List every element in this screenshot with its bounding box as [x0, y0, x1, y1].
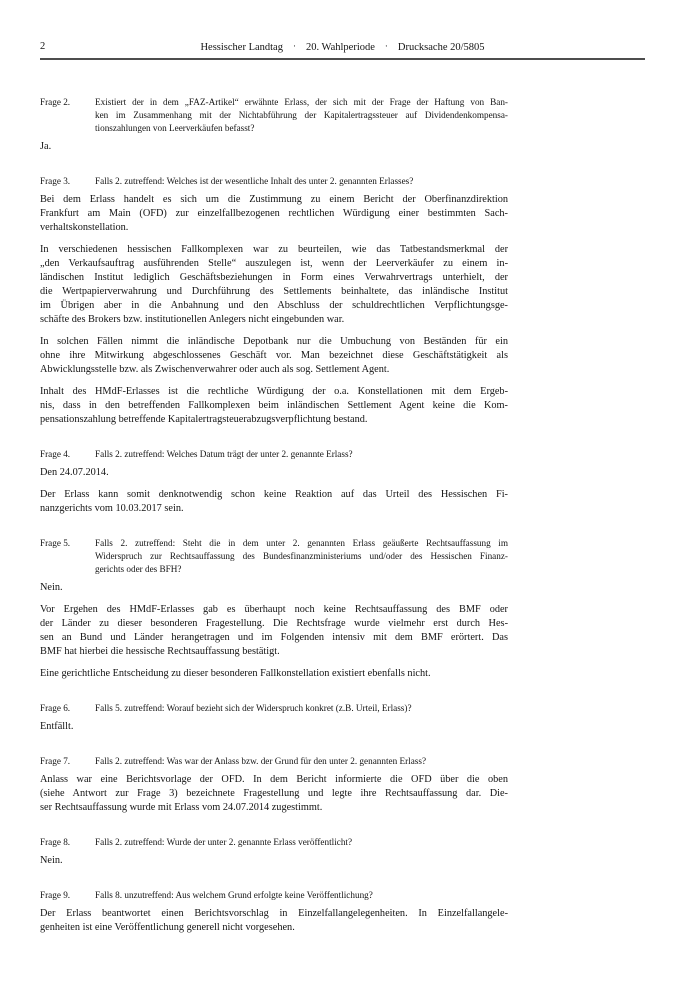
frage-question	[95, 836, 508, 849]
frage-question	[95, 702, 508, 715]
frage-row	[40, 175, 508, 188]
answer-line: die Wertpapierverwahrung und Durchführung des Settlements beinhaltete, das inländische Institut	[40, 286, 508, 297]
frage-question	[95, 175, 508, 188]
answer-line: ohne ihre Mitwirkung abgeschlossenes Geschäft vor. Man bezeichnet diese Geschäftstätigkeit als	[40, 350, 508, 361]
answer-line: Frankfurt am Main (OFD) zur einzelfallbezogenen rechtlichen Würdigung einer bestimmten Sach-	[40, 208, 508, 219]
question-line: Falls 2. zutreffend: Wurde der unter 2. genannte Erlass veröffentlicht?	[95, 837, 353, 847]
frage-label: Frage 9.	[40, 890, 71, 900]
qa-block	[40, 96, 508, 154]
answer-line: Eine gerichtliche Entscheidung zu dieser besonderen Fallkonstellation existiert ebenfalls nicht.	[40, 668, 431, 679]
header-part-institution: Hessischer Landtag	[200, 42, 283, 53]
question-line: Falls 5. zutreffend: Worauf bezieht sich der Widerspruch konkret (z.B. Urteil, Erlass)?	[95, 703, 412, 713]
answer-line: pensationszahlung betreffende Kapitalertragsteuerabzugsverpflichtung bestand.	[40, 414, 368, 425]
answer-line: im Übrigen aber in die Anbahnung und den Abschluss der schuldrechtlichen Verpflichtungsge-	[40, 300, 508, 311]
answer-line: (siehe Antwort zur Frage 3) bezeichnete Fragestellung und legte ihre Rechtsauffassung dar. Die-	[40, 788, 508, 799]
qa-block	[40, 702, 508, 734]
answer-paragraph	[40, 335, 508, 377]
answer-line: Nein.	[40, 855, 63, 866]
frage-row	[40, 755, 508, 768]
page-number: 2	[40, 41, 46, 52]
qa-list	[40, 96, 508, 935]
question-line: Falls 2. zutreffend: Welches Datum trägt der unter 2. genannte Erlass?	[95, 449, 353, 459]
frage-label: Frage 3.	[40, 176, 71, 186]
frage-row	[40, 96, 508, 135]
answer-line: ländischen Institut lediglich Geschäftsbeziehungen in Form eines Verwahrvertrags unterhielt, der	[40, 272, 508, 283]
frage-question	[95, 889, 508, 902]
question-line: gerichts oder des BFH?	[95, 564, 182, 574]
frage-row	[40, 448, 508, 461]
question-line: ken im Zusammenhang mit der Nichtabführung der Kapitalertragssteuer auf Dividendenkompensa-	[95, 110, 508, 120]
header-part-period: 20. Wahlperiode	[305, 42, 375, 53]
qa-block	[40, 175, 508, 427]
frage-question	[95, 537, 508, 576]
frage-label: Frage 6.	[40, 703, 71, 713]
answer-line: nis, dass in den betreffenden Fallkomplexen beim inländischen Settlement Agent keine die Kom-	[40, 400, 508, 411]
question-line: Widerspruch zur Rechtsauffassung des Bundesfinanzministeriums und/oder des Hessischen Finanz-	[95, 551, 508, 561]
answer-paragraph	[40, 385, 508, 427]
answer-line: Entfällt.	[40, 721, 74, 732]
question-line: Falls 8. unzutreffend: Aus welchem Grund erfolgte keine Veröffentlichung?	[95, 890, 373, 900]
answer-line: In solchen Fällen nimmt die inländische Depotbank nur die Umbuchung von Beständen für ein	[40, 336, 508, 347]
answer-line: Der Erlass kann somit denknotwendig schon keine Reaktion auf das Urteil des Hessischen Fi-	[40, 489, 508, 500]
answer-paragraph	[40, 720, 508, 734]
answer-line: Den 24.07.2014.	[40, 467, 109, 478]
frage-label: Frage 5.	[40, 538, 71, 548]
header-part-drucksache: Drucksache 20/5805	[397, 42, 485, 53]
frage-question	[95, 96, 508, 135]
frage-row	[40, 702, 508, 715]
answer-line: Vor Ergehen des HMdF-Erlasses gab es überhaupt noch keine Rechtsauffassung des BMF oder	[40, 604, 508, 615]
qa-block	[40, 448, 508, 516]
answer-paragraph	[40, 193, 508, 235]
header-title	[40, 40, 645, 54]
separator-dot: ·	[292, 41, 296, 51]
frage-label: Frage 7.	[40, 756, 71, 766]
answer-paragraph	[40, 907, 508, 935]
answer-line: „den Verkaufsauftrag ausführenden Stelle“ auszulegen ist, wenn der Leerverkäufer zu einem in-	[40, 258, 508, 269]
answer-line: Inhalt des HMdF-Erlasses ist die rechtliche Würdigung der o.a. Konstellationen mit dem Ergeb-	[40, 386, 508, 397]
answer-paragraph	[40, 140, 508, 154]
qa-block	[40, 889, 508, 935]
answer-paragraph	[40, 488, 508, 516]
answer-line: Der Erlass beantwortet einen Berichtsvorschlag in Einzelfallangelegenheiten. In Einzelfallangele-	[40, 908, 508, 919]
qa-block	[40, 537, 508, 681]
answer-line: schäfte des Brokers bzw. institutionellen Anlegers nicht eingebunden war.	[40, 314, 345, 325]
separator-dot: ·	[384, 41, 388, 51]
answer-line: Ja.	[40, 141, 52, 152]
answer-paragraph	[40, 243, 508, 327]
answer-line: der Länder zu dieser besonderen Fragestellung. Die Rechtsfrage wurde vielmehr erst durch Hes-	[40, 618, 508, 629]
qa-block	[40, 755, 508, 815]
answer-paragraph	[40, 667, 508, 681]
answer-line: ser Rechtsauffassung wurde mit Erlass vom 24.07.2014 zugestimmt.	[40, 802, 323, 813]
answer-line: Bei dem Erlass handelt es sich um die Zustimmung zu einem Bericht der Oberfinanzdirektion	[40, 194, 508, 205]
answer-line: In verschiedenen hessischen Fallkomplexen war zu beurteilen, wie das Tatbestandsmerkmal der	[40, 244, 508, 255]
answer-line: Abwicklungsstelle bzw. als Zwischenverwahrer oder auch als sog. Settlement Agent.	[40, 364, 390, 375]
header-rule	[40, 58, 645, 60]
question-line: tionszahlungen von Leerverkäufen befasst?	[95, 123, 255, 133]
frage-label: Frage 8.	[40, 837, 71, 847]
answer-line: Nein.	[40, 582, 63, 593]
answer-line: BMF hat hierbei die hessische Rechtsauffassung bestätigt.	[40, 646, 280, 657]
answer-paragraph	[40, 466, 508, 480]
answer-line: genheiten ist eine Veröffentlichung generell nicht vorgesehen.	[40, 922, 295, 933]
document-header	[40, 40, 645, 60]
answer-line: nanzgerichts vom 10.03.2017 sein.	[40, 503, 184, 514]
frage-row	[40, 836, 508, 849]
header-row	[40, 40, 645, 54]
answer-paragraph	[40, 581, 508, 595]
answer-paragraph	[40, 854, 508, 868]
question-line: Existiert der in dem „FAZ-Artikel“ erwähnte Erlass, der sich mit der Frage der Haftung von Ban-	[95, 97, 508, 107]
answer-paragraph	[40, 773, 508, 815]
question-line: Falls 2. zutreffend: Welches ist der wesentliche Inhalt des unter 2. genannten Erlasses?	[95, 176, 414, 186]
question-line: Falls 2. zutreffend: Was war der Anlass bzw. der Grund für den unter 2. genannten Erlass?	[95, 756, 427, 766]
answer-line: Anlass war eine Berichtsvorlage der OFD. In dem Bericht informierte die OFD über die oben	[40, 774, 508, 785]
qa-block	[40, 836, 508, 868]
frage-label: Frage 4.	[40, 449, 71, 459]
question-line: Falls 2. zutreffend: Steht die in dem unter 2. genannten Erlass geäußerte Rechtsauffassung im	[95, 538, 508, 548]
frage-label: Frage 2.	[40, 97, 71, 107]
answer-line: verhaltskonstellation.	[40, 222, 129, 233]
frage-row	[40, 537, 508, 576]
answer-paragraph	[40, 603, 508, 659]
answer-line: sen an Bund und Länder herangetragen und im Folgenden intensiv mit dem BMF erörtert. Das	[40, 632, 508, 643]
frage-row	[40, 889, 508, 902]
frage-question	[95, 448, 508, 461]
frage-question	[95, 755, 508, 768]
